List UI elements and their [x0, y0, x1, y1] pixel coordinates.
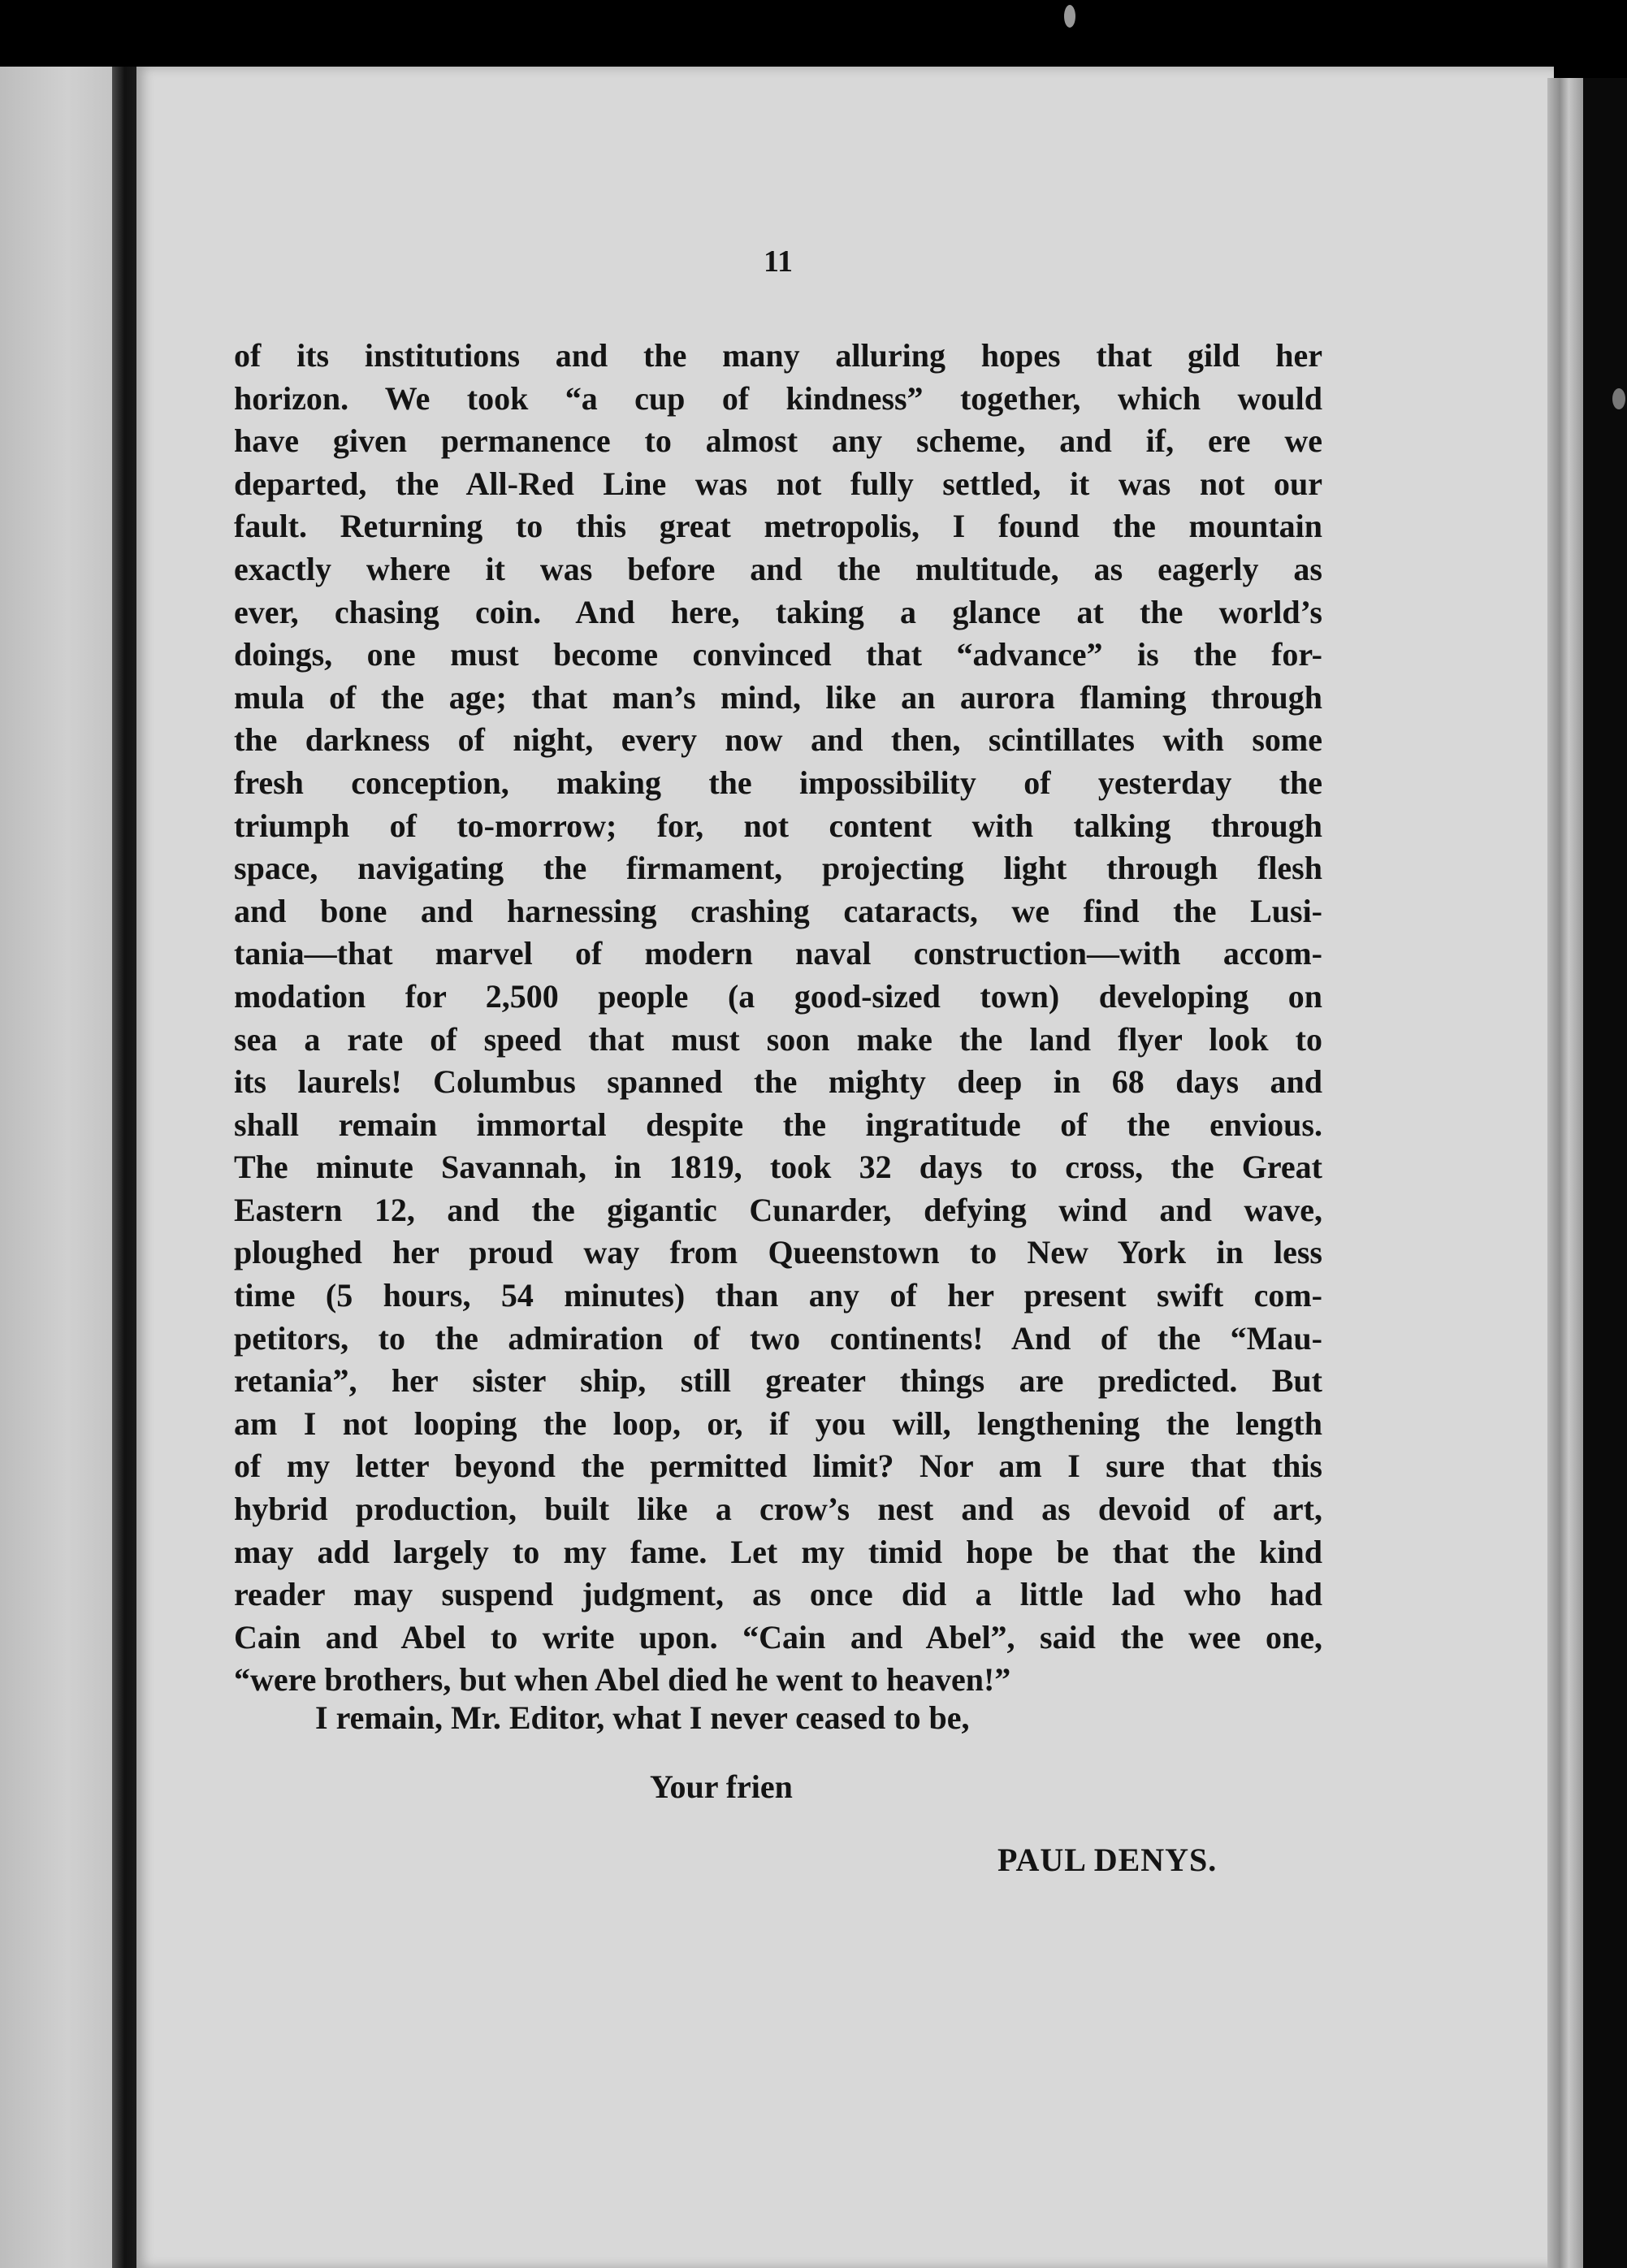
letter-signature: PAUL DENYS.	[997, 1842, 1218, 1878]
previous-page-edge	[0, 67, 112, 2268]
dust-speck	[1612, 388, 1625, 409]
letter-body	[234, 335, 1322, 1702]
page-stack-edge	[1547, 78, 1583, 2268]
text-line: space, navigating the firmament, projecting light through flesh	[234, 850, 1322, 887]
text-line: “were brothers, but when Abel died he went to heaven!”	[234, 1661, 1011, 1699]
dust-speck	[1064, 5, 1075, 28]
text-line: the darkness of night, every now and then, scintillates with some	[234, 721, 1322, 759]
text-line: its laurels! Columbus spanned the mighty deep in 68 days and	[234, 1063, 1322, 1101]
text-line: am I not looping the loop, or, if you will, lengthening the length	[234, 1405, 1322, 1442]
text-line: tania—that marvel of modern naval construction—with accom-	[234, 935, 1322, 972]
text-line: have given permanence to almost any scheme, and if, ere we	[234, 422, 1322, 460]
text-line: Eastern 12, and the gigantic Cunarder, defying wind and wave,	[234, 1191, 1322, 1228]
book-spine-shadow	[112, 67, 140, 2268]
text-line: fault. Returning to this great metropolis, I found the mountain	[234, 508, 1322, 545]
text-line: hybrid production, built like a crow’s nest and as devoid of art,	[234, 1491, 1322, 1528]
page-number: 11	[764, 245, 793, 279]
text-line: departed, the All-Red Line was not fully settled, it was not our	[234, 465, 1322, 502]
text-line: modation for 2,500 people (a good-sized town) developing on	[234, 977, 1322, 1015]
text-line: exactly where it was before and the multitude, as eagerly as	[234, 550, 1322, 587]
text-line: ploughed her proud way from Queenstown to New York in less	[234, 1234, 1322, 1271]
text-line: reader may suspend judgment, as once did a little lad who had	[234, 1576, 1322, 1613]
text-line: retania”, her sister ship, still greater things are predicted. But	[234, 1362, 1322, 1400]
text-line: horizon. We took “a cup of kindness” together, which would	[234, 379, 1322, 417]
text-line: doings, one must become convinced that “advance” is the for-	[234, 636, 1322, 673]
text-line: Cain and Abel to write upon. “Cain and Abel”, said the wee one,	[234, 1618, 1322, 1656]
text-line: fresh conception, making the impossibility of yesterday the	[234, 764, 1322, 801]
text-line: of my letter beyond the permitted limit? Nor am I sure that this	[234, 1448, 1322, 1485]
text-line: petitors, to the admiration of two continents! And of the “Mau-	[234, 1319, 1322, 1357]
text-line: may add largely to my fame. Let my timid hope be that the kind	[234, 1533, 1322, 1570]
letter-closing: I remain, Mr. Editor, what I never ceased to be,	[315, 1699, 970, 1736]
text-line: mula of the age; that man’s mind, like an aurora flaming through	[234, 678, 1322, 716]
text-line: of its institutions and the many alluring hopes that gild her	[234, 337, 1322, 374]
text-line: sea a rate of speed that must soon make the land flyer look to	[234, 1020, 1322, 1058]
text-line: and bone and harnessing crashing cataracts, we find the Lusi-	[234, 892, 1322, 929]
letter-valediction: Your frien	[650, 1768, 793, 1805]
text-line: ever, chasing coin. And here, taking a glance at the world’s	[234, 593, 1322, 630]
text-line: The minute Savannah, in 1819, took 32 days to cross, the Great	[234, 1149, 1322, 1186]
text-line: triumph of to-morrow; for, not content with talking through	[234, 807, 1322, 844]
text-line: shall remain immortal despite the ingratitude of the envious.	[234, 1106, 1322, 1143]
text-line: time (5 hours, 54 minutes) than any of her present swift com-	[234, 1277, 1322, 1314]
